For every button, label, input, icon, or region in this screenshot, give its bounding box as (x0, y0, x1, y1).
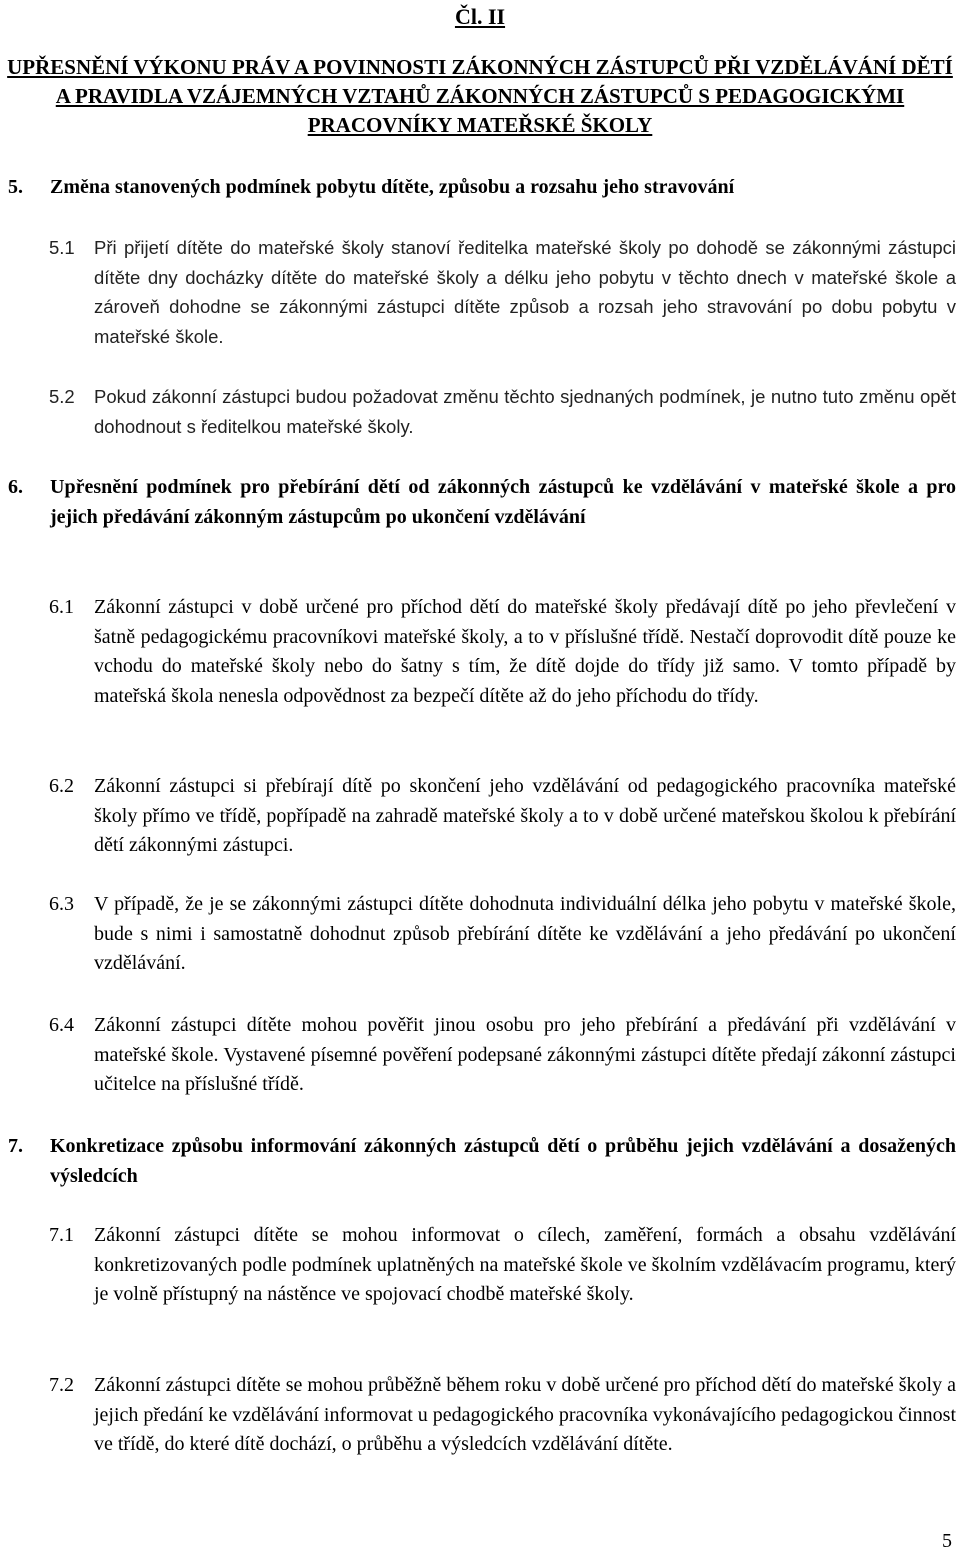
paragraph-number: 6.3 (49, 893, 74, 915)
section-6-heading (8, 473, 956, 532)
document-title: UPŘESNĚNÍ VÝKONU PRÁV A POVINNOSTI ZÁKONNÝCH ZÁSTUPCŮ PŘI VZDĚLÁVÁNÍ DĚTÍ A PRAVIDLA VZÁJEMNÝCH VZTAHŮ ZÁKONNÝCH ZÁSTUPCŮ S PEDAGOGICKÝMI PRACOVNÍKY MATEŘSKÉ ŠKOLY (7, 55, 953, 137)
section-5-number: 5. (8, 176, 23, 198)
paragraph-number: 6.4 (49, 1014, 74, 1036)
paragraph-7-2 (49, 1371, 956, 1460)
paragraph-text: Zákonní zástupci v době určené pro příchod dětí do mateřské školy předávají dítě po jeho převlečení v šatně pedagogickému pracovníkovi mateřské školy, a to v příslušné třídě. Nestačí doprovodit dítě pouze ke vchodu do mateřské školy nebo do šatny s tím, že dítě dojde do třídy již samo. V tomto případě by mateřská škola nenesla odpovědnost za bezpečí dítěte až do jeho příchodu do třídy. (94, 596, 956, 707)
paragraph-6-1 (49, 593, 956, 711)
section-7-title: Konkretizace způsobu informování zákonných zástupců dětí o průběhu jejich vzdělávání a dosažených výsledcích (50, 1135, 956, 1187)
section-6-title: Upřesnění podmínek pro přebírání dětí od zákonných zástupců ke vzdělávání v mateřské škole a pro jejich předávání zákonným zástupcům po ukončení vzdělávání (50, 476, 956, 528)
paragraph-text: V případě, že je se zákonnými zástupci dítěte dohodnuta individuální délka jeho pobytu v mateřské škole, bude s nimi i samostatně dohodnut způsob přebírání dítěte ke vzdělávání a jeho předávání po ukončení vzdělávání. (94, 893, 956, 974)
paragraph-number: 7.1 (49, 1224, 74, 1246)
section-5-heading (8, 173, 956, 203)
paragraph-text: Zákonní zástupci dítěte se mohou průběžně během roku v době určené pro příchod dětí do mateřské školy a jejich předání ke vzdělávání informovat u pedagogického pracovníka vykonávajícího pedagogickou činnost ve třídě, do které dítě dochází, o průběhu a výsledcích vzdělávání dítěte. (94, 1374, 956, 1455)
paragraph-5-2 (49, 382, 956, 441)
section-5-title: Změna stanovených podmínek pobytu dítěte, způsobu a rozsahu jeho stravování (50, 176, 735, 198)
paragraph-text: Při přijetí dítěte do mateřské školy stanoví ředitelka mateřské školy po dohodě se zákonnými zástupci dítěte dny docházky dítěte do mateřské školy a délku jeho pobytu v těchto dnech v mateřské škole a zároveň dohodne se zákonnými zástupci dítěte způsob a rozsah jeho stravování po dobu pobytu v mateřské škole. (94, 237, 956, 347)
paragraph-text: Zákonní zástupci si přebírají dítě po skončení jeho vzdělávání od pedagogického pracovníka mateřské školy přímo ve třídě, popřípadě na zahradě mateřské školy a to v době určené mateřskou školou k přebírání dětí zákonnými zástupci. (94, 775, 956, 856)
paragraph-5-1 (49, 233, 956, 351)
paragraph-number: 6.1 (49, 596, 74, 618)
paragraph-text: Pokud zákonní zástupci budou požadovat změnu těchto sjednaných podmínek, je nutno tuto změnu opět dohodnout s ředitelkou mateřské školy. (94, 386, 956, 437)
section-7-number: 7. (8, 1135, 23, 1157)
paragraph-6-3 (49, 890, 956, 979)
paragraph-number: 5.1 (49, 237, 75, 258)
paragraph-number: 5.2 (49, 386, 75, 407)
paragraph-number: 6.2 (49, 775, 74, 797)
page-number: 5 (942, 1530, 952, 1552)
paragraph-6-2 (49, 772, 956, 861)
article-label: Čl. II (454, 4, 506, 29)
paragraph-6-4 (49, 1011, 956, 1100)
paragraph-7-1 (49, 1221, 956, 1310)
paragraph-number: 7.2 (49, 1374, 74, 1396)
paragraph-text: Zákonní zástupci dítěte se mohou informovat o cílech, zaměření, formách a obsahu vzdělávání konkretizovaných podle podmínek uplatněných na mateřské škole ve školním vzdělávacím programu, který je volně přístupný na nástěnce ve spojovací chodbě mateřské školy. (94, 1224, 956, 1305)
paragraph-text: Zákonní zástupci dítěte mohou pověřit jinou osobu pro jeho přebírání a předávání při vzdělávání v mateřské škole. Vystavené písemné pověření podepsané zákonnými zástupci dítěte předají zákonní zástupci učitelce na příslušné třídě. (94, 1014, 956, 1095)
section-7-heading (8, 1132, 956, 1191)
section-6-number: 6. (8, 476, 23, 498)
